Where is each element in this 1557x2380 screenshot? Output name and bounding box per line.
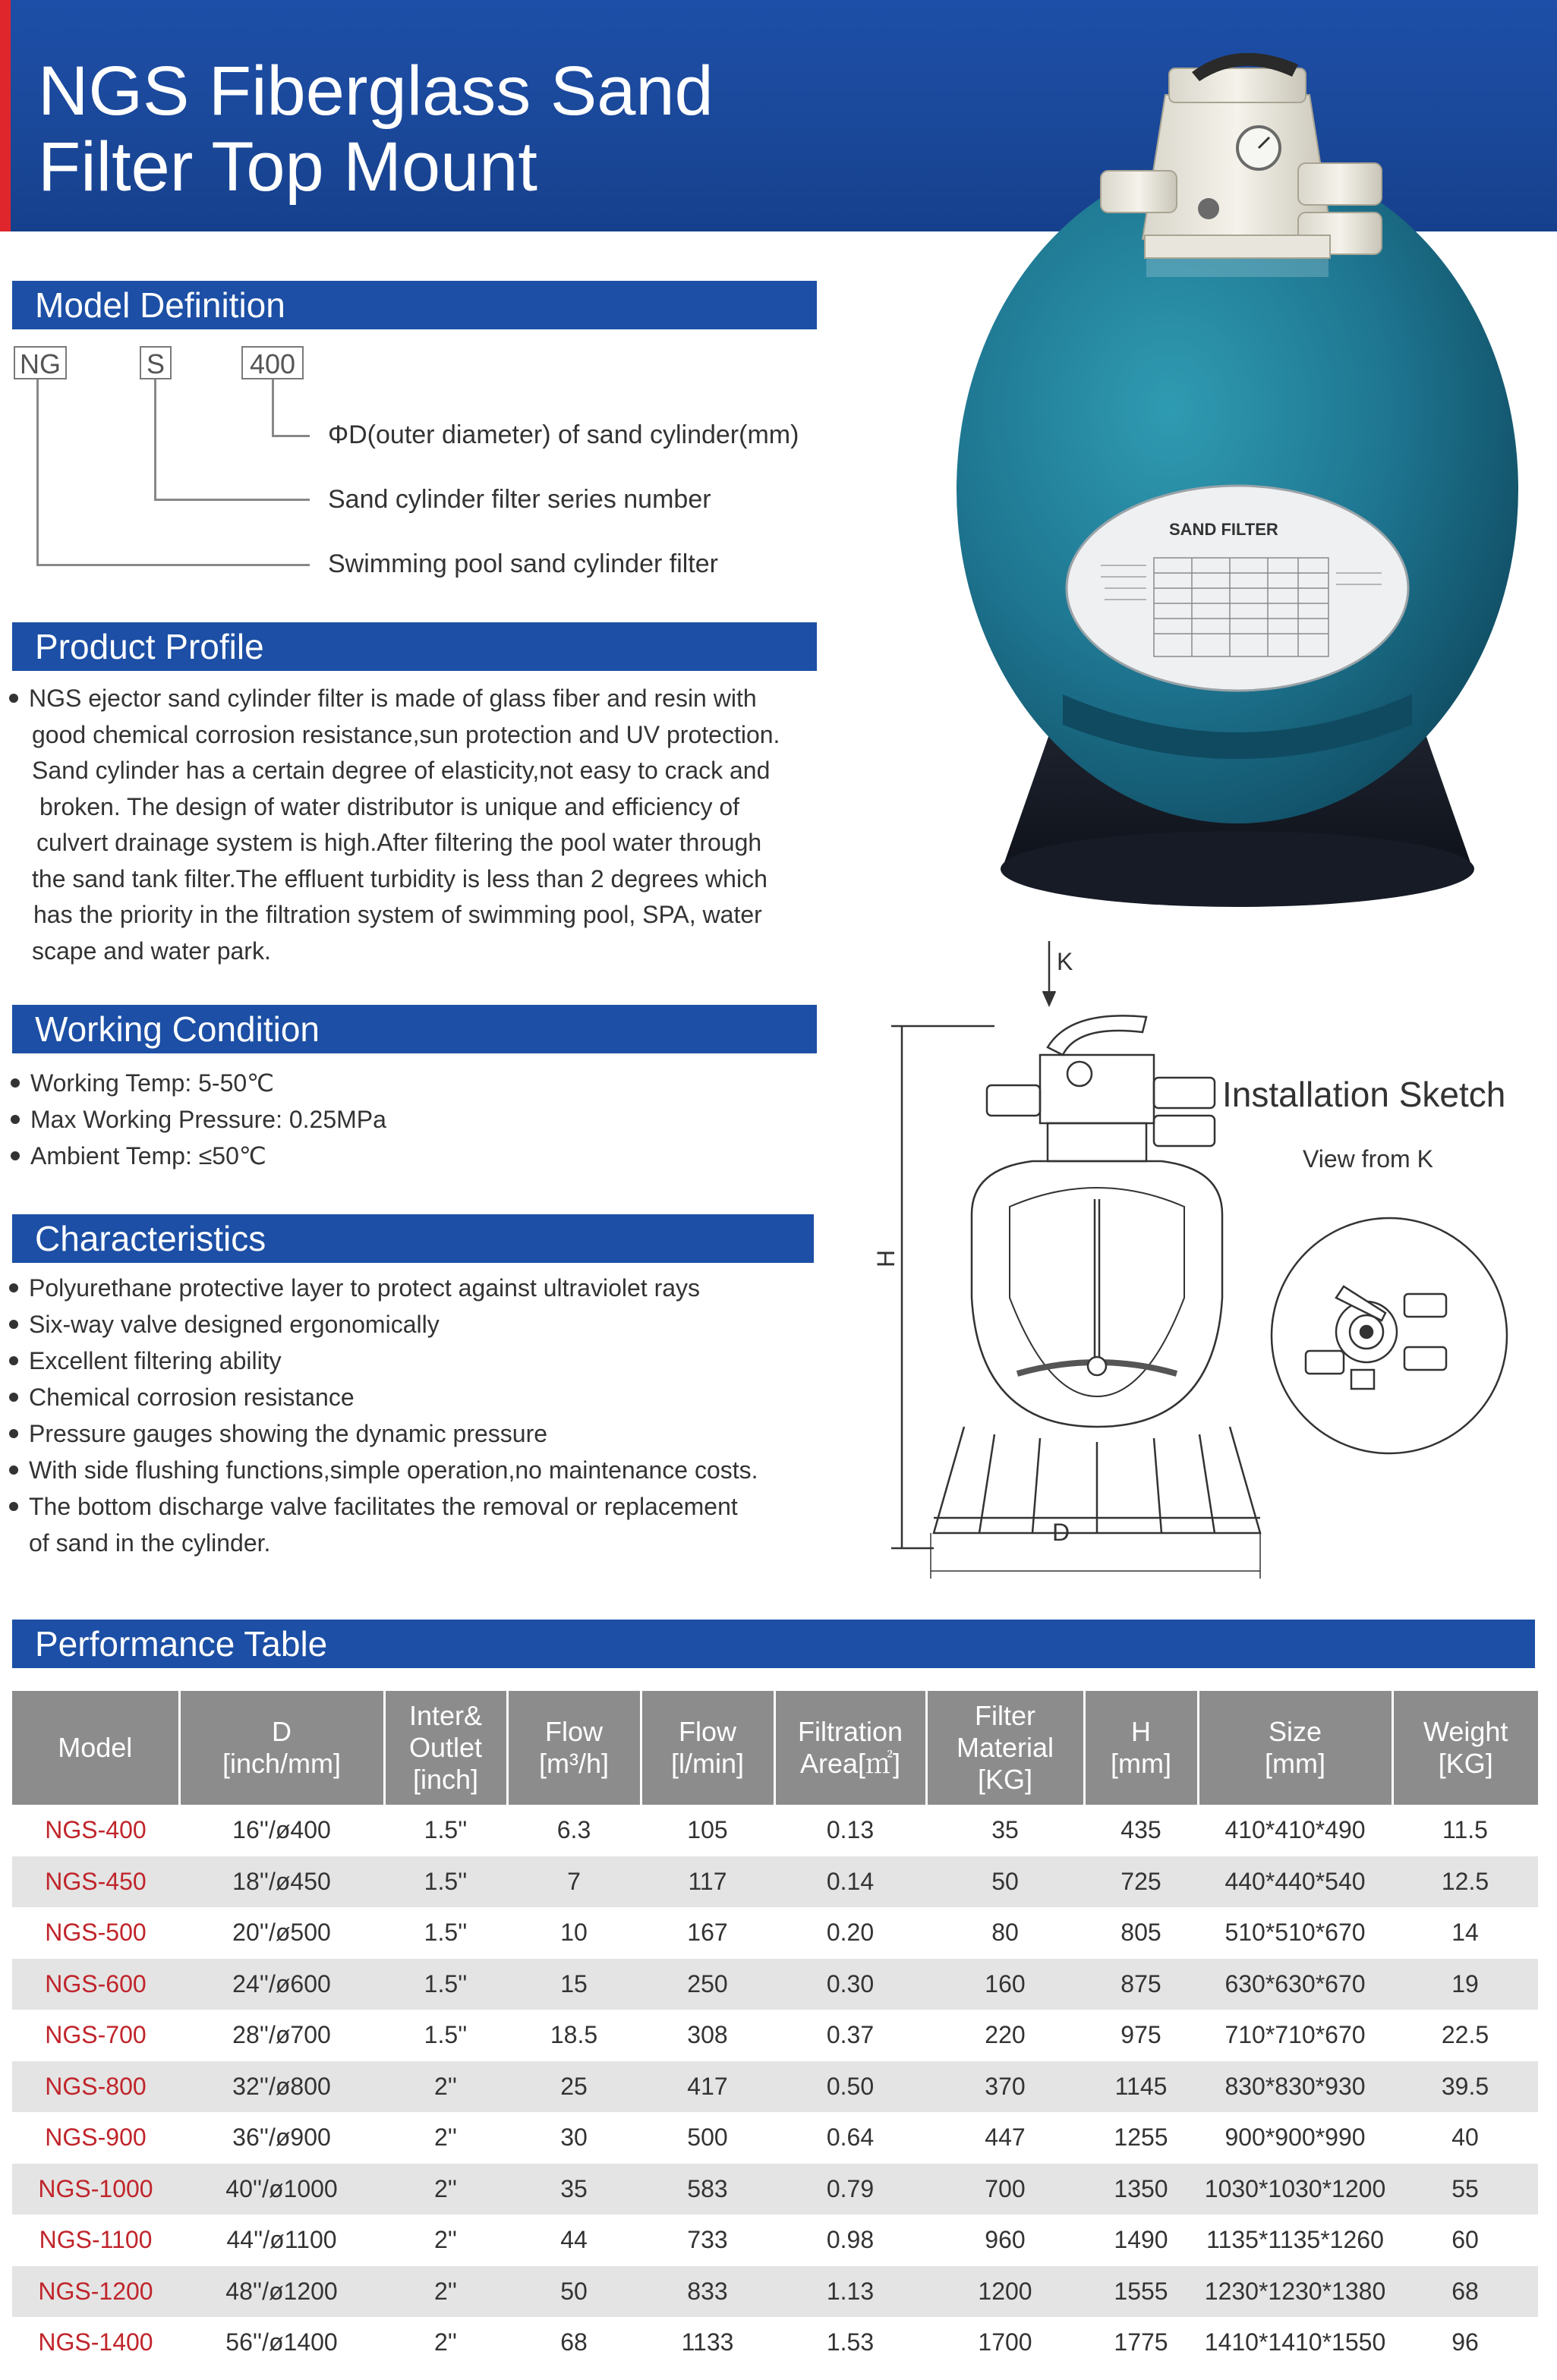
working-condition-item: Working Temp: 5-50℃ <box>11 1065 386 1101</box>
characteristic-item: Six-way valve designed ergonomically <box>9 1306 758 1343</box>
cell-filtration-area: 0.30 <box>774 1959 926 2010</box>
cell-flow-lmin: 417 <box>641 2061 774 2113</box>
cell-filter-material: 960 <box>985 2226 1026 2254</box>
cell-diameter: 44''/ø1100 <box>226 2226 337 2254</box>
cell-flow-m3h: 6.3 <box>556 1816 591 1844</box>
table-row <box>12 2061 1538 2113</box>
cell-weight: 68 <box>1392 2266 1538 2318</box>
cell-flow-m3h: 68 <box>560 2328 588 2356</box>
cell-inter-outlet: 1.5'' <box>424 1919 468 1947</box>
installation-sketch <box>872 941 1549 1579</box>
definition-diameter: ΦD(outer diameter) of sand cylinder(mm) <box>328 420 799 449</box>
cell-flow-m3h: 15 <box>507 1959 641 2010</box>
cell-weight: 40 <box>1451 2123 1479 2152</box>
cell-inter-outlet: 2'' <box>384 2164 507 2215</box>
bullet-icon <box>9 1502 18 1511</box>
cell-filtration-area: 0.98 <box>826 2226 875 2254</box>
cell-filtration-area: 0.50 <box>774 2061 926 2113</box>
table-row <box>12 2215 1538 2266</box>
header-size: Size [mm] <box>1198 1691 1392 1805</box>
cell-diameter: 16''/ø400 <box>232 1816 331 1844</box>
sand-filter-product-image <box>941 42 1533 930</box>
cell-inter-outlet: 1.5'' <box>384 1959 507 2010</box>
cell-height: 1145 <box>1084 2061 1198 2113</box>
characteristic-item: Chemical corrosion resistance <box>9 1379 758 1415</box>
bullet-icon <box>9 1393 18 1402</box>
cell-flow-m3h: 44 <box>560 2226 588 2254</box>
cell-flow-m3h: 35 <box>507 2164 641 2215</box>
cell-diameter: 56''/ø1400 <box>225 2328 338 2356</box>
bullet-icon <box>9 1320 18 1329</box>
table-row <box>12 1805 1538 1856</box>
working-condition-item: Max Working Pressure: 0.25MPa <box>11 1101 386 1138</box>
bullet-icon <box>9 1283 18 1292</box>
cell-weight: 60 <box>1451 2226 1479 2254</box>
header-flow-lmin: Flow [l/min] <box>641 1691 774 1805</box>
characteristics-list <box>9 1270 758 1561</box>
bullet-icon <box>11 1151 20 1160</box>
cell-diameter: 28''/ø700 <box>232 2021 331 2049</box>
profile-line: culvert drainage system is high.After filtering the pool water through <box>36 829 762 856</box>
cell-model: NGS-600 <box>12 1959 179 2010</box>
cell-flow-lmin: 250 <box>641 1959 774 2010</box>
cell-size: 710*710*670 <box>1224 2021 1366 2049</box>
cell-size: 1230*1230*1380 <box>1198 2266 1392 2318</box>
characteristic-item: Excellent filtering ability <box>9 1343 758 1379</box>
cell-flow-m3h: 10 <box>560 1919 588 1947</box>
profile-line: NGS ejector sand cylinder filter is made of glass fiber and resin with <box>9 681 821 717</box>
cell-diameter: 24''/ø600 <box>179 1959 384 2010</box>
connector-line-s-h <box>154 499 310 501</box>
bullet-icon <box>9 1356 18 1365</box>
working-condition-list <box>11 1065 386 1174</box>
cell-filtration-area: 1.53 <box>826 2328 875 2356</box>
section-bar-model-definition: Model Definition <box>12 281 817 329</box>
performance-table-body <box>12 1805 1538 2369</box>
cell-diameter: 20''/ø500 <box>232 1919 331 1947</box>
connector-line-400-h <box>272 435 310 437</box>
performance-table <box>12 1691 1538 2369</box>
header-filtration-area: Filtration Area[㎡] <box>774 1691 926 1805</box>
cell-model: NGS-1000 <box>12 2164 179 2215</box>
cell-height: 975 <box>1120 2021 1161 2049</box>
cell-flow-lmin: 500 <box>687 2123 728 2152</box>
cell-filtration-area: 0.37 <box>826 2021 875 2049</box>
cell-flow-lmin: 308 <box>687 2021 728 2049</box>
characteristic-item: Polyurethane protective layer to protect against ultraviolet rays <box>9 1270 758 1306</box>
cell-diameter: 48''/ø1200 <box>179 2266 384 2318</box>
cell-diameter: 36''/ø900 <box>232 2123 331 2152</box>
cell-inter-outlet: 2'' <box>384 2266 507 2318</box>
connector-line-ng <box>36 379 39 565</box>
product-profile-text <box>9 681 821 969</box>
bullet-icon <box>11 1078 20 1088</box>
valve-port-right-top <box>1298 163 1382 205</box>
working-condition-item: Ambient Temp: ≤50℃ <box>11 1138 386 1174</box>
cell-inter-outlet: 2'' <box>433 2328 457 2356</box>
cell-weight: 39.5 <box>1392 2061 1538 2113</box>
cell-filter-material: 50 <box>926 1856 1084 1908</box>
profile-line: scape and water park. <box>32 937 271 965</box>
section-bar-characteristics: Characteristics <box>12 1214 814 1263</box>
sketch-label-d: D <box>1052 1519 1070 1546</box>
cell-inter-outlet: 1.5'' <box>424 1816 468 1844</box>
cell-filtration-area: 0.14 <box>774 1856 926 1908</box>
cell-height: 875 <box>1084 1959 1198 2010</box>
title-line-1: NGS Fiberglass Sand <box>38 52 714 130</box>
table-row <box>12 1856 1538 1908</box>
cell-filtration-area: 0.64 <box>826 2123 875 2152</box>
connector-line-400 <box>272 379 274 436</box>
page-title <box>38 53 714 205</box>
sketch-label-k: K <box>1057 948 1073 975</box>
cell-filter-material: 35 <box>991 1816 1019 1844</box>
cell-weight: 19 <box>1392 1959 1538 2010</box>
cell-weight: 96 <box>1451 2328 1479 2356</box>
cell-diameter: 18''/ø450 <box>179 1856 384 1908</box>
header-filter-material: Filter Material [KG] <box>926 1691 1084 1805</box>
cell-model: NGS-900 <box>45 2123 147 2152</box>
connector-line-ng-h <box>36 564 310 566</box>
section-bar-product-profile: Product Profile <box>12 622 817 671</box>
cell-filtration-area: 1.13 <box>774 2266 926 2318</box>
valve-port-left-top <box>1101 171 1177 212</box>
cell-size: 830*830*930 <box>1198 2061 1392 2113</box>
cell-inter-outlet: 1.5'' <box>384 1856 507 1908</box>
header-weight: Weight [KG] <box>1392 1691 1538 1805</box>
profile-line: the sand tank filter.The effluent turbidity is less than 2 degrees which <box>32 864 767 892</box>
cell-filter-material: 447 <box>985 2123 1026 2152</box>
model-code-ng: NG <box>14 346 67 379</box>
table-row <box>12 2266 1538 2318</box>
cell-flow-lmin: 117 <box>641 1856 774 1908</box>
cell-height: 1350 <box>1084 2164 1198 2215</box>
cell-filter-material: 160 <box>926 1959 1084 2010</box>
cell-filter-material: 80 <box>991 1919 1019 1947</box>
table-row <box>12 2164 1538 2215</box>
cell-flow-m3h: 18.5 <box>550 2021 598 2049</box>
tank-label-title: SAND FILTER <box>1169 520 1278 539</box>
sketch-title: Installation Sketch <box>1222 1075 1506 1114</box>
cell-size: 440*440*540 <box>1198 1856 1392 1908</box>
cell-inter-outlet: 1.5'' <box>424 2021 468 2049</box>
cell-model: NGS-1100 <box>39 2226 153 2254</box>
cell-weight: 12.5 <box>1392 1856 1538 1908</box>
characteristic-continuation: of sand in the cylinder. <box>29 1529 271 1557</box>
bullet-icon <box>9 1429 18 1438</box>
model-code-s: S <box>140 346 172 379</box>
cell-filtration-area: 0.13 <box>826 1816 875 1844</box>
cell-flow-lmin: 583 <box>641 2164 774 2215</box>
cell-filter-material: 220 <box>985 2021 1026 2049</box>
header-d: D [inch/mm] <box>179 1691 384 1805</box>
header-model: Model <box>12 1691 179 1805</box>
cell-diameter: 32''/ø800 <box>179 2061 384 2113</box>
cell-flow-m3h: 50 <box>507 2266 641 2318</box>
table-row <box>12 2010 1538 2061</box>
cell-size: 1410*1410*1550 <box>1204 2328 1386 2356</box>
cell-flow-m3h: 25 <box>507 2061 641 2113</box>
cell-flow-lmin: 733 <box>687 2226 728 2254</box>
model-code-400: 400 <box>241 346 304 379</box>
cell-filtration-area: 0.79 <box>774 2164 926 2215</box>
table-row <box>12 2112 1538 2164</box>
cell-size: 1135*1135*1260 <box>1206 2226 1384 2254</box>
cell-size: 510*510*670 <box>1224 1919 1366 1947</box>
bullet-icon <box>9 694 18 703</box>
cell-filtration-area: 0.20 <box>826 1919 875 1947</box>
cell-inter-outlet: 2'' <box>433 2123 457 2152</box>
definition-series: Sand cylinder filter series number <box>328 485 711 514</box>
cell-size: 410*410*490 <box>1224 1816 1366 1844</box>
profile-line: has the priority in the filtration system of swimming pool, SPA, water <box>33 901 762 928</box>
cell-model: NGS-700 <box>45 2021 147 2049</box>
sketch-subtitle: View from K <box>1303 1145 1433 1173</box>
header-inter-outlet: Inter& Outlet [inch] <box>384 1691 507 1805</box>
header-accent-strip <box>0 0 11 231</box>
cell-filter-material: 370 <box>926 2061 1084 2113</box>
bullet-icon <box>9 1465 18 1475</box>
cell-size: 630*630*670 <box>1198 1959 1392 2010</box>
cell-model: NGS-1400 <box>38 2328 153 2356</box>
cell-size: 1030*1030*1200 <box>1198 2164 1392 2215</box>
section-bar-working-condition: Working Condition <box>12 1005 817 1053</box>
cell-model: NGS-450 <box>12 1856 179 1908</box>
bullet-icon <box>11 1115 20 1124</box>
title-line-2: Filter Top Mount <box>38 128 537 206</box>
cell-flow-lmin: 833 <box>641 2266 774 2318</box>
cell-flow-m3h: 7 <box>507 1856 641 1908</box>
cell-height: 435 <box>1120 1816 1161 1844</box>
cell-flow-lmin: 1133 <box>681 2328 734 2356</box>
cell-height: 1555 <box>1084 2266 1198 2318</box>
cell-filter-material: 1700 <box>978 2328 1032 2356</box>
cell-flow-lmin: 105 <box>687 1816 728 1844</box>
cell-model: NGS-500 <box>45 1919 147 1947</box>
cell-height: 1775 <box>1114 2328 1168 2356</box>
cell-height: 805 <box>1120 1919 1161 1947</box>
header-h: H [mm] <box>1084 1691 1198 1805</box>
cell-height: 725 <box>1084 1856 1198 1908</box>
characteristic-item: The bottom discharge valve facilitates the removal or replacement <box>9 1488 758 1525</box>
characteristic-item: Pressure gauges showing the dynamic pressure <box>9 1415 758 1452</box>
characteristic-item: With side flushing functions,simple operation,no maintenance costs. <box>9 1452 758 1488</box>
cell-model: NGS-400 <box>45 1816 147 1844</box>
table-row <box>12 1907 1538 1959</box>
cell-weight: 55 <box>1392 2164 1538 2215</box>
performance-table-header <box>12 1691 1538 1805</box>
table-row <box>12 1959 1538 2010</box>
cell-flow-m3h: 30 <box>560 2123 588 2152</box>
cell-weight: 22.5 <box>1441 2021 1489 2049</box>
cell-diameter: 40''/ø1000 <box>179 2164 384 2215</box>
cell-filter-material: 1200 <box>926 2266 1084 2318</box>
cell-weight: 11.5 <box>1442 1816 1488 1844</box>
cell-filter-material: 700 <box>926 2164 1084 2215</box>
profile-line: good chemical corrosion resistance,sun protection and UV protection. <box>32 720 780 748</box>
cell-weight: 14 <box>1451 1919 1479 1947</box>
cell-inter-outlet: 2'' <box>433 2226 457 2254</box>
section-bar-performance-table: Performance Table <box>12 1620 1535 1668</box>
cell-height: 1490 <box>1114 2226 1168 2254</box>
profile-line: broken. The design of water distributor is unique and efficiency of <box>39 792 740 820</box>
sketch-top-view-circle <box>1272 1218 1507 1453</box>
cell-model: NGS-1200 <box>12 2266 179 2318</box>
cell-size: 900*900*990 <box>1224 2123 1366 2152</box>
cell-inter-outlet: 2'' <box>384 2061 507 2113</box>
header-flow-m3h: Flow [m³/h] <box>507 1691 641 1805</box>
definition-type: Swimming pool sand cylinder filter <box>328 549 718 578</box>
table-row <box>12 2317 1538 2369</box>
connector-line-s <box>154 379 156 501</box>
sketch-label-h: H <box>872 1249 900 1267</box>
cell-height: 1255 <box>1114 2123 1168 2152</box>
profile-line: Sand cylinder has a certain degree of elasticity,not easy to crack and <box>32 757 771 784</box>
cell-model: NGS-800 <box>12 2061 179 2113</box>
cell-flow-lmin: 167 <box>687 1919 728 1947</box>
